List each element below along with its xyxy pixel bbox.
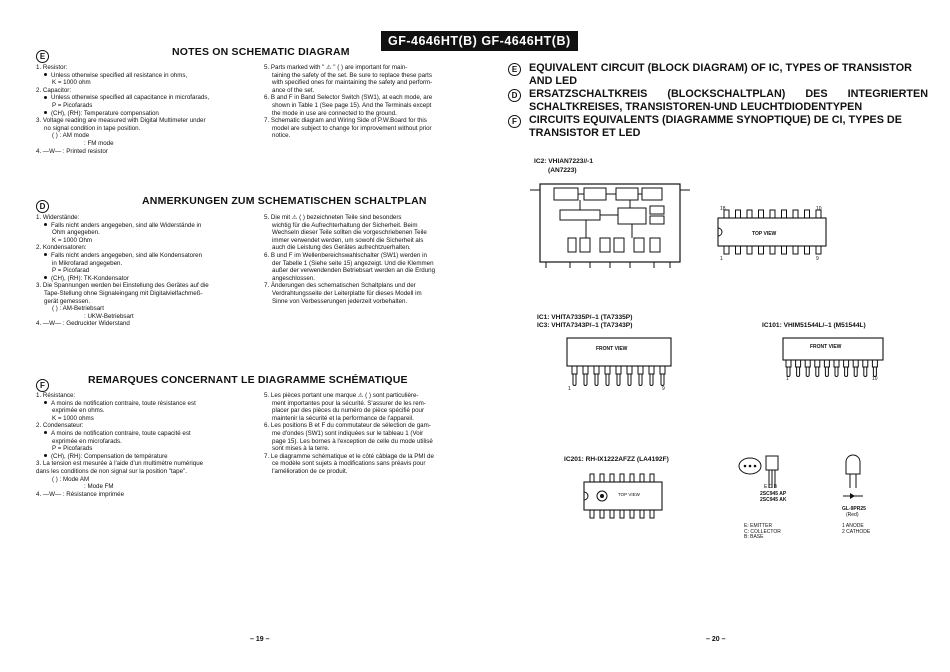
ic-pin [605, 366, 610, 374]
ic-pin [770, 246, 775, 254]
ic2-pin-18: 18 [720, 206, 726, 212]
ic2-top-view-label: TOP VIEW [752, 231, 777, 237]
section-title-de: ANMERKUNGEN ZUM SCHEMATISCHEN SCHALTPLAN [142, 195, 427, 207]
ic1-front-view-package [566, 336, 676, 394]
ic-pin [770, 210, 775, 218]
section-title-fr: REMARQUES CONCERNANT LE DIAGRAMME SCHÉMATIQUE [88, 374, 408, 386]
marker-right-de: D [508, 89, 521, 102]
ic-lead [661, 374, 664, 386]
right-headings [508, 62, 928, 140]
ic-pin [736, 210, 741, 218]
ic2-part: (AN7223) [548, 167, 577, 174]
ic-lead [617, 374, 620, 386]
transistor-pin-labels: E C B [764, 484, 778, 490]
ic-lead [864, 367, 867, 377]
led-pin-legend: 1 ANODE 2 CATHODE [842, 523, 871, 535]
notes-de-col1: 1. Widerstände: Falls nicht anders angegeben, sind alle Widerstände in Ohm angegeben. K = 1000 Ohm 2. Kondensatoren: Falls nicht anders angegeben, sind alle Kondensatoren in Mikrofarad angegeben. P = Picofarad (CH), (RH): TK-Kondensator 3. Die Spannungen werden bei Einstellung des Gerätes auf die Tape-Stellung ohne Signaleingang mit Digitalvielfachmeß- gerät gemessen. ( ) : AM-Betriebsart : UKW-Betriebsart 4. —W— : Gedruckter Widerstand [36, 214, 209, 328]
transistor-model-ap: 2SC945 AP [760, 491, 787, 497]
led-color: (Red) [846, 512, 859, 518]
ic-pin [816, 246, 821, 254]
ic2-label: IC2: VHIAN7223//-1 [534, 158, 593, 165]
ic-pin [782, 210, 787, 218]
ic-pin [782, 246, 787, 254]
ic-pin [747, 246, 752, 254]
ic-lead [573, 374, 576, 386]
ic-lead [628, 374, 631, 386]
page-number-left: – 19 – [250, 636, 270, 643]
ic-pin [724, 246, 729, 254]
notes-en-col1: 1. Resistor: Unless otherwise specified all resistance in ohms, K = 1000 ohm 2. Capacitor: Unless otherwise specified all capacitance in microfarads, P = Picofarads (CH), (RH): Temperature compensation 3. Voltage reading are measured with Digital Multimeter under no signal condition in tape position. ( ) : AM mode : FM mode 4. —W— : Printed resistor [36, 64, 210, 155]
ic-pin [853, 360, 858, 367]
ic-pin [590, 510, 594, 518]
ic-pin [640, 474, 644, 482]
ic-pin [638, 366, 643, 374]
ic3-label: IC3: VHITA7343P/–1 (TA7343P) [537, 322, 633, 329]
notes-de-col2: 5. Die mit ⚠ ( ) bezeichneten Teile sind besonders wichtig für die Aufrechterhaltung der Sicherheit. Beim Wechseln dieser Teile sollten die vorgeschriebenen Teile immer verwendet werden, um sowohl die Sicherheit als auch die Leistung des Gerätes aufrechtzuerhalten. 6. B und F im Wellenbereichswahlschalter (SW1) werden in der Tabelle 1 (Siehe seite 15) angezeigt. Und die Klemmen außer der verwendenden Betriebsart werden an die Erdung angeschlossen. 7. Änderungen des schematischen Schaltplans und der Verdrahtungsseite der Leiterplatte für dieses Modell im Sinne von Verbesserungen jederzeit vorbehalten. [264, 214, 436, 305]
ic-pin [759, 210, 764, 218]
ic1-pin-9: 9 [662, 386, 665, 392]
ic-pin [650, 474, 654, 482]
ic-pin [620, 510, 624, 518]
ic-pin [863, 360, 868, 367]
ic-lead [606, 374, 609, 386]
ic-lead [639, 374, 642, 386]
ic-pin [594, 366, 599, 374]
ic-lead [845, 367, 848, 377]
ic101-front-view-label: FRONT VIEW [810, 344, 842, 350]
ic-pin [600, 510, 604, 518]
ic-pin [796, 360, 801, 367]
ic-pin [805, 360, 810, 367]
notes-en-col2: 5. Parts marked with " ⚠ " ( ) are important for main- taining the safety of the set. Be sure to replace these parts with specified ones for maintaining the safety and perform- ance of the set. 6. B and F in Band Selector Switch (SW1), at each mode, are shown in Table 1 (See page 15). And the Terminals except the mode in use are connected to the ground. 7. Schematic diagram and Wiring Side of P.W.Board for this model are subject to change for improvement without prior notice. [264, 64, 433, 140]
led-symbol [838, 448, 868, 504]
marker-right-fr: F [508, 115, 521, 128]
ic2-block-diagram [530, 176, 690, 268]
marker-en: E [36, 46, 49, 64]
ic-pin [590, 474, 594, 482]
ic-pin [610, 474, 614, 482]
marker-de: D [36, 196, 49, 214]
heading-en: EQUIVALENT CIRCUIT (BLOCK DIAGRAM) OF IC, TYPES OF TRANSISTOR AND LED [529, 62, 912, 87]
ic101-pin-10: 10 [872, 376, 878, 382]
ic201-label: IC201: RH-IX1222AFZZ (LA4192F) [564, 456, 669, 463]
ic-lead [854, 367, 857, 377]
marker-right-en: E [508, 63, 521, 76]
ic-pin [805, 210, 810, 218]
ic-pin [759, 246, 764, 254]
ic201-top-view-label: TOP VIEW [618, 492, 640, 497]
ic-pin [844, 360, 849, 367]
ic-pin [616, 366, 621, 374]
ic-pin [640, 510, 644, 518]
ic-pin [650, 510, 654, 518]
ic-lead [595, 374, 598, 386]
ic-pin [583, 366, 588, 374]
marker-fr: F [36, 375, 49, 393]
heading-de: ERSATZSCHALTKREIS (BLOCKSCHALTPLAN) DES INTEGRIERTEN SCHALTKREISES, TRANSISTOREN-UND LEUCHTDIODENTYPEN [529, 88, 928, 113]
ic-pin [824, 360, 829, 367]
ic-lead [816, 367, 819, 377]
ic2-pin-10: 10 [816, 206, 822, 212]
ic-pin [620, 474, 624, 482]
ic-lead [825, 367, 828, 377]
ic2-pin-1: 1 [720, 256, 723, 262]
ic-pin [630, 510, 634, 518]
ic1-front-view-label: FRONT VIEW [596, 346, 628, 352]
led-model: GL-9PR25 [842, 506, 866, 512]
ic-pin [736, 246, 741, 254]
ic-lead [835, 367, 838, 377]
ic-pin [834, 360, 839, 367]
ic-pin [815, 360, 820, 367]
page-number-right: – 20 – [706, 636, 726, 643]
ic101-label: IC101: VHIM51544L/–1 (M51544L) [762, 322, 866, 329]
ic-pin [793, 210, 798, 218]
ic-pin [572, 366, 577, 374]
ic201-top-view-package [578, 470, 668, 526]
ic-pin [649, 366, 654, 374]
ic-lead [584, 374, 587, 386]
ic-pin [872, 360, 877, 367]
ic-lead [806, 367, 809, 377]
transistor-model-ak: 2SC945 AK [760, 497, 787, 503]
ic-pin [786, 360, 791, 367]
ic-pin [600, 474, 604, 482]
ic101-pin-1: 1 [786, 376, 789, 382]
ic2-pin-9: 9 [816, 256, 819, 262]
notes-fr-col1: 1. Résistance: A moins de notification contraire, toute résistance est exprimée en ohms. K = 1000 ohms 2. Condensateur: A moins de notification contraire, toute capacité est exprimée en microfarads. P = Picofarads (CH), (RH): Compensation de température 3. La tension est mesurée à l'aide d'un multimètre numérique dans les conditions de non signal sur la position "tape". ( ) : Mode AM : Mode FM 4. —W— : Résistance imprimée [36, 392, 204, 498]
notes-fr-col2: 5. Les pièces portant une marque ⚠ ( ) sont particulière- ment importantes pour la sécurité. S'assurer de les rem- placer par des pièces du numéro de pièce spécifié pour maintenir la sécurité et la performance de l'appareil. 6. Les positions B et F du commutateur de sélection de gam- me d'ondes (SW1) sont indiquées sur le tableau 1 (Voir page 15). Les bornes à l'exception de celle du mode utilisé sont mises à la terre. 7. Le diagramme schématique et le côté câblage de la PMI de ce modèle sont sujets à modifications sans préavis pour l'amélioration de ce produit. [264, 392, 434, 475]
ic-pin [610, 510, 614, 518]
heading-fr: CIRCUITS EQUIVALENTS (DIAGRAMME SYNOPTIQUE) DE CI, TYPES DE TRANSISTOR ET LED [529, 114, 902, 139]
section-title-en: NOTES ON SCHEMATIC DIAGRAM [172, 46, 350, 58]
model-banner: GF-4646HT(B) GF-4646HT(B) [381, 31, 578, 51]
ic1-pin-1: 1 [568, 386, 571, 392]
ic-pin [805, 246, 810, 254]
ic-pin [747, 210, 752, 218]
ic-pin [630, 474, 634, 482]
ic-lead [797, 367, 800, 377]
ic-pin [627, 366, 632, 374]
ic-pin [660, 366, 665, 374]
ic-lead [650, 374, 653, 386]
ic-pin [793, 246, 798, 254]
transistor-pin-legend: E: EMITTER C: COLLECTOR B: BASE [744, 523, 781, 541]
ic1-label: IC1: VHITA7335P/–1 (TA7335P) [537, 314, 633, 321]
